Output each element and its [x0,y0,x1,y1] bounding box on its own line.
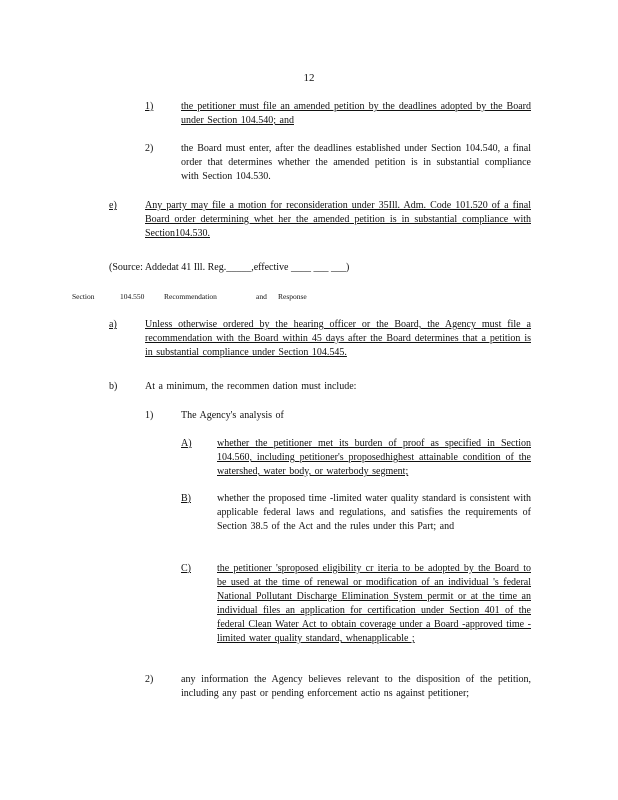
item-A-text: whether the petitioner met its burden of proof as specified in Section 104.560, including petitioner's proposedhighest attainable condition of the watershed, water body, or waterbody segment; [217,438,531,477]
b1-text: The Agency's analysis of [181,410,284,421]
section-number: 104.550 [120,292,145,301]
item-B-text: whether the proposed time -limited water quality standard is consistent with applicable federal laws and regulations, and satisfies the requirements of Section 38.5 of the Act and the rules under this Part; and [217,493,531,532]
page-number: 12 [303,72,315,84]
item-2-text: the Board must enter, after the deadlines established under Section 104.540, a final order that determines whether the amended petition is in substantial compliance with Section 104.530. [181,143,531,182]
item-B-label: B) [181,493,191,504]
item-C-label: C) [181,563,191,574]
section-word: Section [72,292,95,301]
section-title-and: and [256,292,267,301]
item-C-text: the petitioner 'sproposed eligibility cr iteria to be adopted by the Board to be used at the time of renewal or modification of an individual 's federal National Pollutant Discharge Elimination System permit or at the time an individual files an application for certification under Section 401 of the federal Clean Water Act to obtain coverage under a Board -approved time -limited water quality standard, whenapplicable ; [217,563,531,644]
source-note: (Source: Addedat 41 Ill. Reg._____,effective ____ ___ ___) [109,262,350,273]
b2-label: 2) [145,674,154,685]
section-title: Recommendation [164,292,217,301]
b1-label: 1) [145,410,154,421]
subsection-a-label: a) [109,319,117,330]
item-A-label: A) [181,438,192,449]
subsection-a-text: Unless otherwise ordered by the hearing officer or the Board, the Agency must file a recommendation with the Board within 45 days after the Board determines that a petition is in substantial compliance under Section 104.545. [145,319,531,358]
subsection-b-label: b) [109,381,118,392]
b2-text: any information the Agency believes relevant to the disposition of the petition, including any past or pending enforcement actio ns against petitioner; [181,674,531,699]
item-1-label: 1) [145,101,154,112]
item-2-label: 2) [145,143,154,154]
subsection-e-label: e) [109,200,117,211]
section-heading [72,292,322,302]
subsection-e-text: Any party may file a motion for reconsideration under 35Ill. Adm. Code 101.520 of a final Board order determining whet her the amended petition is in substantial compliance with Section104.530. [145,200,531,239]
item-1-text: the petitioner must file an amended petition by the deadlines adopted by the Board under Section 104.540; and [181,101,531,126]
subsection-b-text: At a minimum, the recommen dation must include: [145,381,357,392]
section-title-response: Response [278,292,307,301]
